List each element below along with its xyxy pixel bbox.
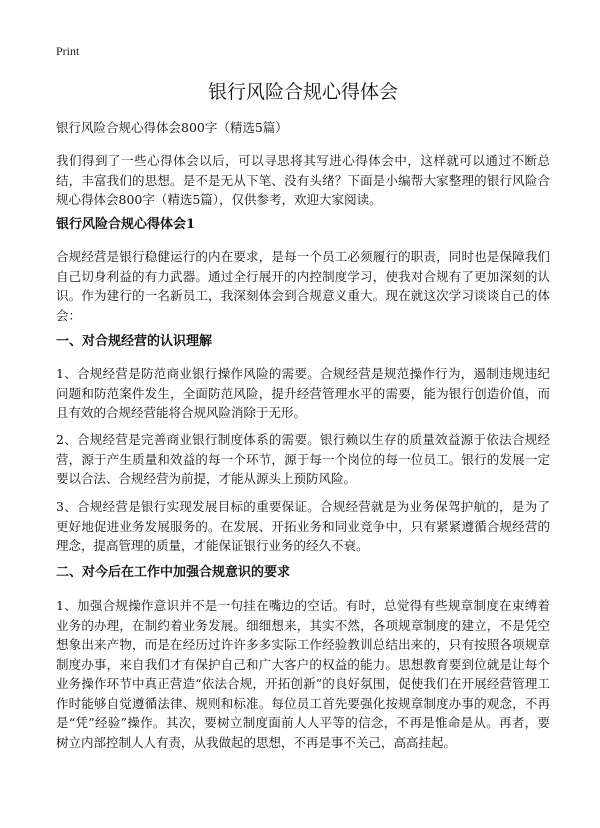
section-2-heading: 二、对今后在工作中加强合规意识的要求 xyxy=(56,565,291,580)
section-1-heading: 一、对合规经营的认识理解 xyxy=(56,334,213,349)
section-1-item-3: 3、合规经营是银行实现发展目标的重要保证。合规经营就是为业务保驾护航的，是为了更好地促进业务发展服务的。在发展、开拓业务和同业竞争中，只有紧紧遵循合规经营的理念，提高管理的质量，才能保证银行业务的经久不衰。 xyxy=(56,499,550,553)
section-1-item-2: 2、合规经营是完善商业银行制度体系的需要。银行赖以生存的质量效益源于依法合规经营，源于产生质量和效益的每一个环节，源于每一个岗位的每一位员工。银行的发展一定要以合法、合规经营为前提，才能从源头上预防风险。 xyxy=(56,432,550,486)
section-1-item-1: 1、合规经营是防范商业银行操作风险的需要。合规经营是规范操作行为，遏制违规违纪问题和防范案件发生，全面防范风险，提升经营管理水平的需要，能为银行创造价值，而且有效的合规经营能将合规风险消除于无形。 xyxy=(56,366,550,420)
intro-paragraph: 我们得到了一些心得体会以后，可以寻思将其写进心得体会中，这样就可以通过不断总结，丰富我们的思想。是不是无从下笔、没有头绪？下面是小编帮大家整理的银行风险合规心得体会800字（精选5篇），仅供参考，欢迎大家阅读。 xyxy=(56,153,550,207)
subtitle: 银行风险合规心得体会800字（精选5篇） xyxy=(56,120,288,135)
print-link[interactable]: Print xyxy=(56,44,80,58)
page-title: 银行风险合规心得体会 xyxy=(207,81,398,103)
section-2-item-1: 1、加强合规操作意识并不是一句挂在嘴边的空话。有时，总觉得有些规章制度在束缚着业务的办理，在制约着业务发展。细细想来，其实不然，各项规章制度的建立，不是凭空想象出来产物，而是在经历过许许多多实际工作经验教训总结出来的，只有按照各项规章制度办事，来自我们才有保护自己和广大客户的权益的能力。思想教育要到位就是让每个业务操作环节中真正营造“依法合规，开拓创新”的良好氛围，促使我们在开展经营管理工作时能够自觉遵循法律、规则和标准。每位员工首先要强化按规章制度办事的观念，不再是“凭”经验”操作。其次，要树立制度面前人人平等的信念，不再是惟命是从。再者，要树立内部控制人人有责，从我做起的思想，不再是事不关己，高高挂起。 xyxy=(56,598,550,750)
article-heading: 银行风险合规心得体会1 xyxy=(56,217,196,232)
paragraph-1: 合规经营是银行稳健运行的内在要求，是每一个员工必须履行的职责，同时也是保障我们自己切身利益的有力武器。通过全行展开的内控制度学习，使我对合规有了更加深刻的认识。作为建行的一名新员工，我深刻体会到合规意义重大。现在就这次学习谈谈自己的体会： xyxy=(56,249,550,323)
